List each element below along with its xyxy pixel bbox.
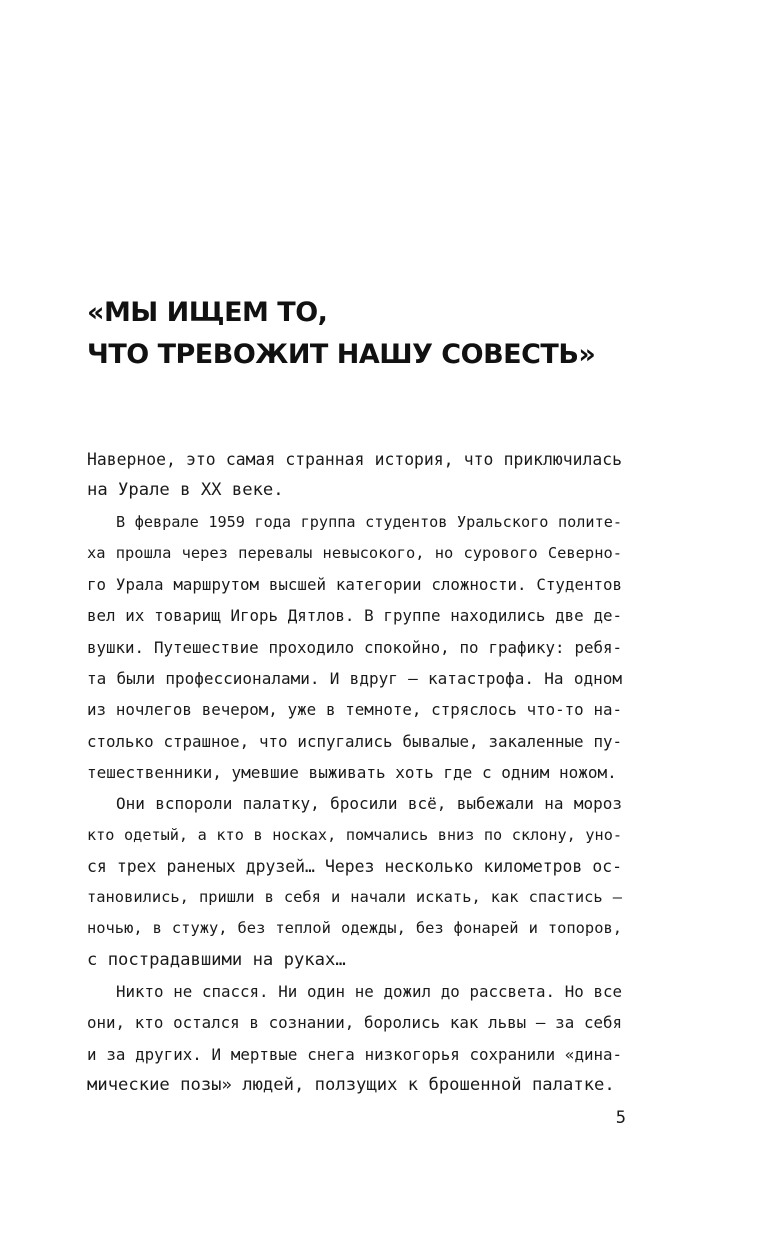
text-line: Никто не спасся. Ни один не дожил до рассвета. Но все [116,982,622,1002]
paragraph-2 [87,507,622,789]
text-line: они, кто остался в сознании, боролись как львы – за себя [87,1013,622,1033]
text-line: на Урале в XX веке. [87,480,284,501]
text-line: Наверное, это самая странная история, что приключилась [87,450,622,469]
text-line: с пострадавшими на руках… [87,949,346,970]
chapter-title-line-2: ЧТО ТРЕВОЖИТ НАШУ СОВЕСТЬ» [87,339,596,370]
text-line: из ночлегов вечером, уже в темноте, стряслось что-то на- [87,700,622,720]
text-line: вел их товарищ Игорь Дятлов. В группе находились две де- [87,606,622,626]
text-line: вушки. Путешествие проходило спокойно, по графику: ребя- [87,637,622,657]
text-line: мические позы» людей, ползущих к брошенной палатке. [87,1074,615,1095]
body-text [87,444,622,1101]
text-line: та были профессионалами. И вдруг – катастрофа. На одном [87,669,622,689]
text-line: ха прошла через перевалы невысокого, но сурового Северно- [87,543,622,562]
text-line: тешественники, умевшие выживать хоть где с одним ножом. [87,762,617,782]
chapter-title [87,292,647,376]
text-line: и за других. И мертвые снега низкогорья сохранили «дина- [87,1044,622,1064]
text-line: ночью, в стужу, без теплой одежды, без фонарей и топоров, [87,919,622,938]
paragraph-4 [87,976,622,1101]
text-line: кто одетый, а кто в носках, помчались вниз по склону, уно- [87,825,622,844]
text-line: столько страшное, что испугались бывалые, закаленные пу- [87,731,622,751]
paragraph-1 [87,444,622,507]
text-line: тановились, пришли в себя и начали искать, как спастись – [87,888,622,907]
chapter-title-line-1: «МЫ ИЩЕМ ТО, [87,297,328,328]
text-line: го Урала маршрутом высшей категории сложности. Студентов [87,575,622,595]
page-number: 5 [615,1108,626,1128]
text-line: ся трех раненых друзей… Через несколько километров ос- [87,856,622,876]
paragraph-3 [87,788,622,976]
text-line: В феврале 1959 года группа студентов Уральского полите- [116,512,622,531]
text-line: Они вспороли палатку, бросили всё, выбежали на мороз [116,794,622,814]
